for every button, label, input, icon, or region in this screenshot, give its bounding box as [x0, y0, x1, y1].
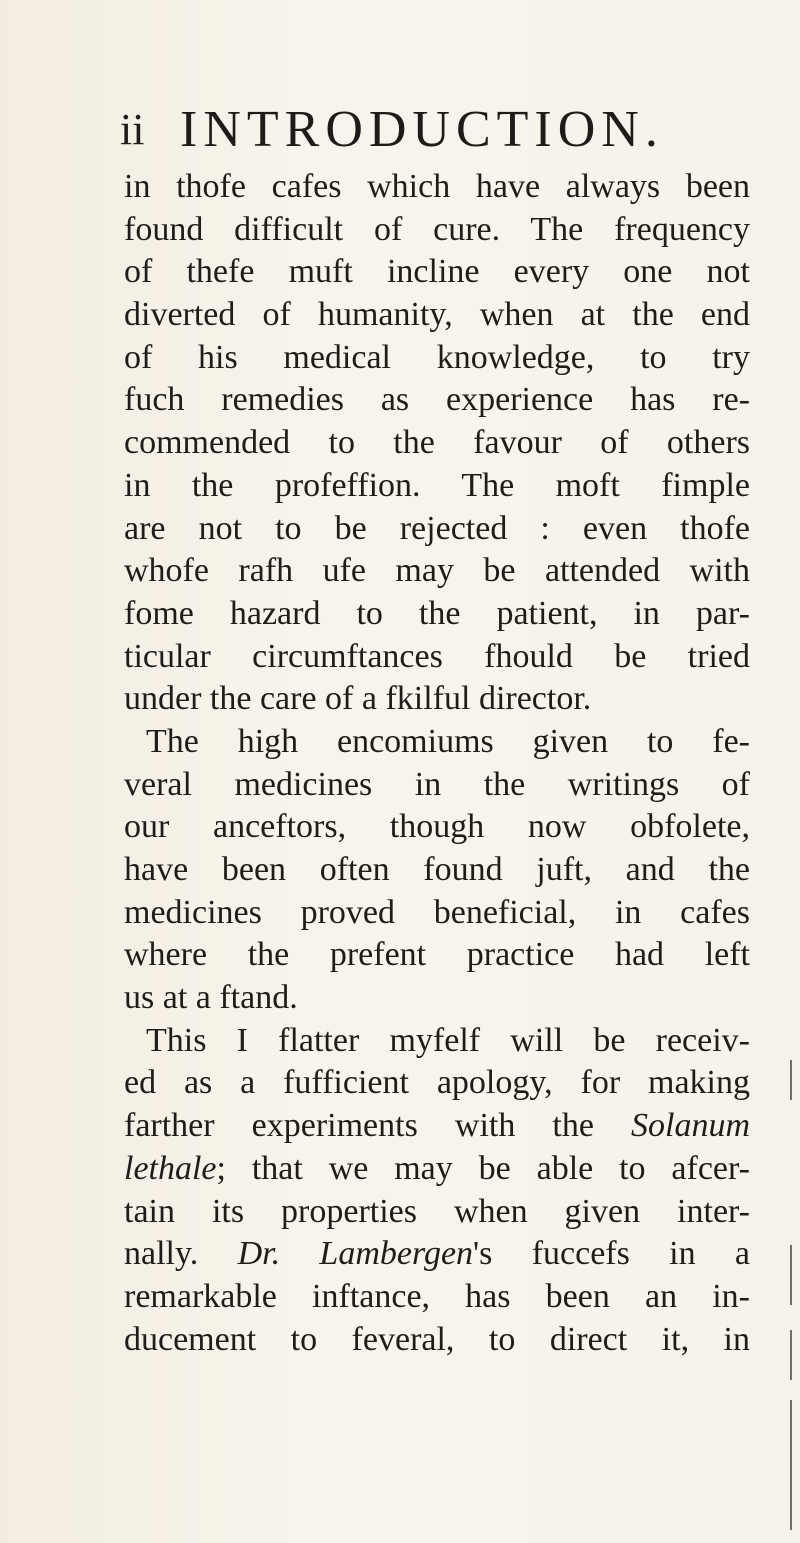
text-line: [124, 1233, 750, 1276]
text-line: [124, 337, 750, 380]
text-segment: This I flatter myfelf will be receiv-: [146, 1021, 750, 1059]
text-line: [124, 550, 750, 593]
text-segment: tain its properties when given inter-: [124, 1192, 750, 1230]
text-segment: in the profeffion. The moft fimple: [124, 466, 750, 504]
body-text: [124, 166, 750, 1361]
text-segment: ; that we may be able to afcer-: [216, 1149, 750, 1187]
text-line: [124, 934, 750, 977]
text-line: [124, 508, 750, 551]
text-segment: have been often found juft, and the: [124, 851, 750, 888]
text-segment: farther experiments with the: [124, 1107, 631, 1145]
text-segment: remarkable inftance, has been an in-: [124, 1277, 750, 1315]
text-line: [124, 422, 750, 465]
text-line: [124, 209, 750, 252]
text-segment: in thofe cafes which have always been: [124, 168, 750, 205]
text-segment: our anceftors, though now obfolete,: [124, 808, 750, 846]
text-line: [124, 678, 750, 721]
text-line: [124, 849, 750, 892]
text-segment: found difficult of cure. The frequency: [124, 210, 750, 248]
text-segment: fome hazard to the patient, in par-: [124, 594, 750, 632]
text-line: [124, 1020, 750, 1063]
text-line: [124, 977, 750, 1020]
text-line: [124, 721, 750, 764]
text-segment: medicines proved beneficial, in cafes: [124, 893, 750, 931]
text-line: [124, 1319, 750, 1362]
text-segment: us at a ftand.: [124, 979, 298, 1017]
page-number: ii: [120, 105, 145, 154]
text-segment: nally.: [124, 1235, 238, 1273]
page-edge-mark: [790, 1330, 792, 1380]
text-segment: where the prefent practice had left: [124, 936, 750, 974]
text-line: [124, 806, 750, 849]
text-segment: 's fuccefs in a: [473, 1235, 750, 1273]
text-segment: of his medical knowledge, to try: [124, 338, 750, 376]
text-segment: ducement to feveral, to direct it, in: [124, 1320, 750, 1358]
page-edge-mark: [790, 1400, 792, 1530]
text-segment: of thefe muft incline every one not: [124, 253, 750, 291]
text-segment: veral medicines in the writings of: [124, 765, 750, 803]
text-line: [124, 1062, 750, 1105]
text-line: [124, 636, 750, 679]
text-line: [124, 294, 750, 337]
text-segment: fuch remedies as experience has re-: [124, 381, 750, 419]
italic-text: Solanum: [631, 1107, 750, 1145]
text-line: [124, 1276, 750, 1319]
text-segment: diverted of humanity, when at the end: [124, 296, 750, 334]
text-line: [124, 764, 750, 807]
page-edge-mark: [790, 1060, 792, 1100]
page-header: [120, 100, 740, 160]
text-segment: The high encomiums given to fe-: [146, 722, 750, 760]
text-segment: ed as a fufficient apology, for making: [124, 1064, 750, 1102]
text-line: [124, 1105, 750, 1148]
italic-text: Dr. Lambergen: [237, 1235, 474, 1273]
text-segment: are not to be rejected : even thofe: [124, 509, 750, 547]
text-segment: whofe rafh ufe may be attended with: [124, 552, 750, 590]
text-line: [124, 1191, 750, 1234]
text-line: [124, 379, 750, 422]
text-line: [124, 465, 750, 508]
text-segment: commended to the favour of others: [124, 424, 750, 462]
text-segment: ticular circumftances fhould be tried: [124, 637, 750, 675]
text-line: [124, 593, 750, 636]
text-line: [124, 1148, 750, 1191]
page-edge-mark: [790, 1245, 792, 1305]
italic-text: lethale: [124, 1149, 217, 1187]
text-line: [124, 892, 750, 935]
text-segment: under the care of a fkilful director.: [124, 680, 592, 718]
running-head: INTRODUCTION.: [180, 101, 664, 158]
text-line: [124, 251, 750, 294]
text-line: [124, 166, 750, 209]
